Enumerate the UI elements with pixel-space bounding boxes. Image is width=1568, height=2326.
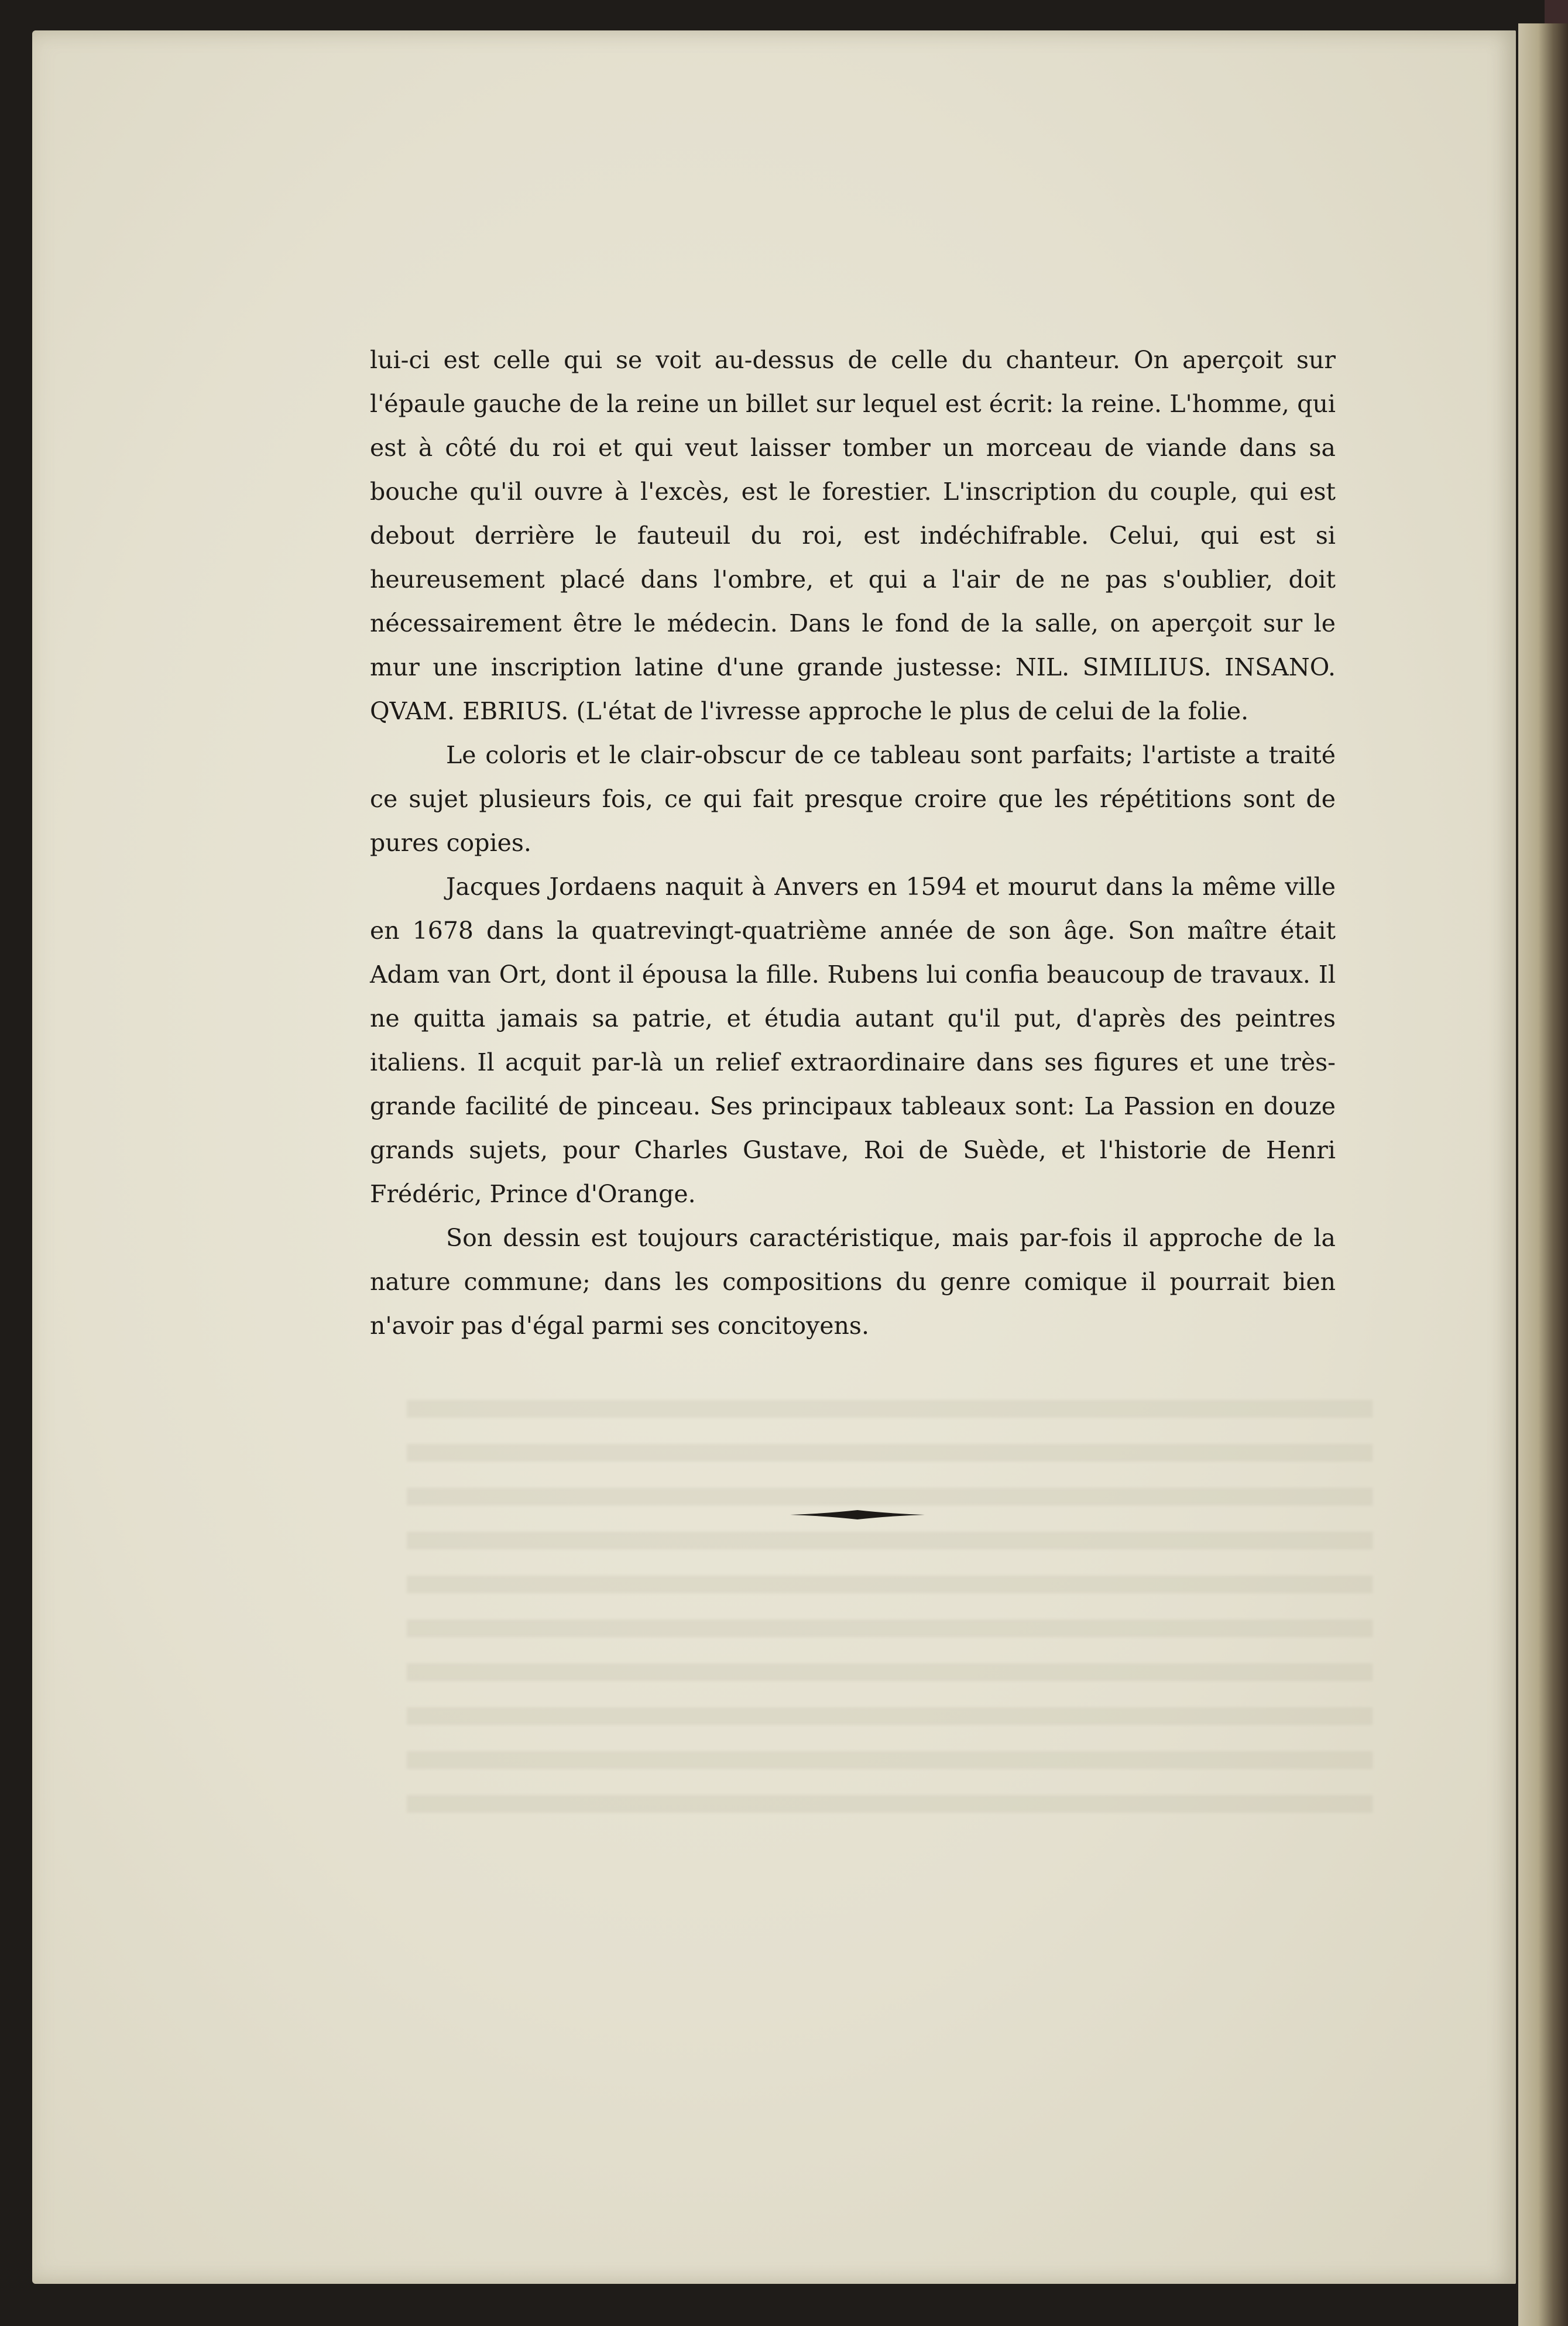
paragraph-2: Le coloris et le clair-obscur de ce tableau sont parfaits; l'artiste a traité ce sujet plusieurs fois, ce qui fait presque croire que les répétitions sont de pures copies. bbox=[370, 741, 1336, 857]
body-text bbox=[370, 338, 1336, 1348]
book-binding bbox=[1518, 23, 1568, 2326]
tailpiece-ornament-icon bbox=[790, 1509, 925, 1521]
paragraph-1: lui-ci est celle qui se voit au-dessus de celle du chanteur. On aperçoit sur l'épaule gauche de la reine un billet sur lequel est écrit: la reine. L'homme, qui est à côté du roi et qui veut laisser tomber un morceau de viande dans sa bouche qu'il ouvre à l'excès, est le forestier. L'inscription du couple, qui est debout derrière le fauteuil du roi, est indéchifrable. Celui, qui est si heureusement placé dans l'ombre, et qui a l'air de ne pas s'oublier, doit nécessairement être le médecin. Dans le fond de la salle, on aperçoit sur le mur une inscription latine d'une grande justesse: NIL. SIMILIUS. INSANO. QVAM. EBRIUS. (L'état de l'ivresse approche le plus de celui de la folie. bbox=[370, 346, 1336, 725]
paragraph-3: Jacques Jordaens naquit à Anvers en 1594 et mourut dans la même ville en 1678 dans la quatrevingt-quatrième année de son âge. Son maître était Adam van Ort, dont il épousa la fille. Rubens lui confia beaucoup de travaux. Il ne quitta jamais sa patrie, et étudia autant qu'il put, d'après des peintres italiens. Il acquit par-là un relief extraordinaire dans ses figures et une très-grande facilité de pinceau. Ses principaux tableaux sont: La Passion en douze grands sujets, pour Charles Gustave, Roi de Suède, et l'historie de Henri Frédéric, Prince d'Orange. bbox=[370, 873, 1336, 1208]
show-through-text bbox=[407, 1400, 1373, 1821]
paragraph-4: Son dessin est toujours caractéristique, mais par-fois il approche de la nature commune; dans les compositions du genre comique il pourrait bien n'avoir pas d'égal parmi ses concitoyens. bbox=[370, 1224, 1336, 1340]
